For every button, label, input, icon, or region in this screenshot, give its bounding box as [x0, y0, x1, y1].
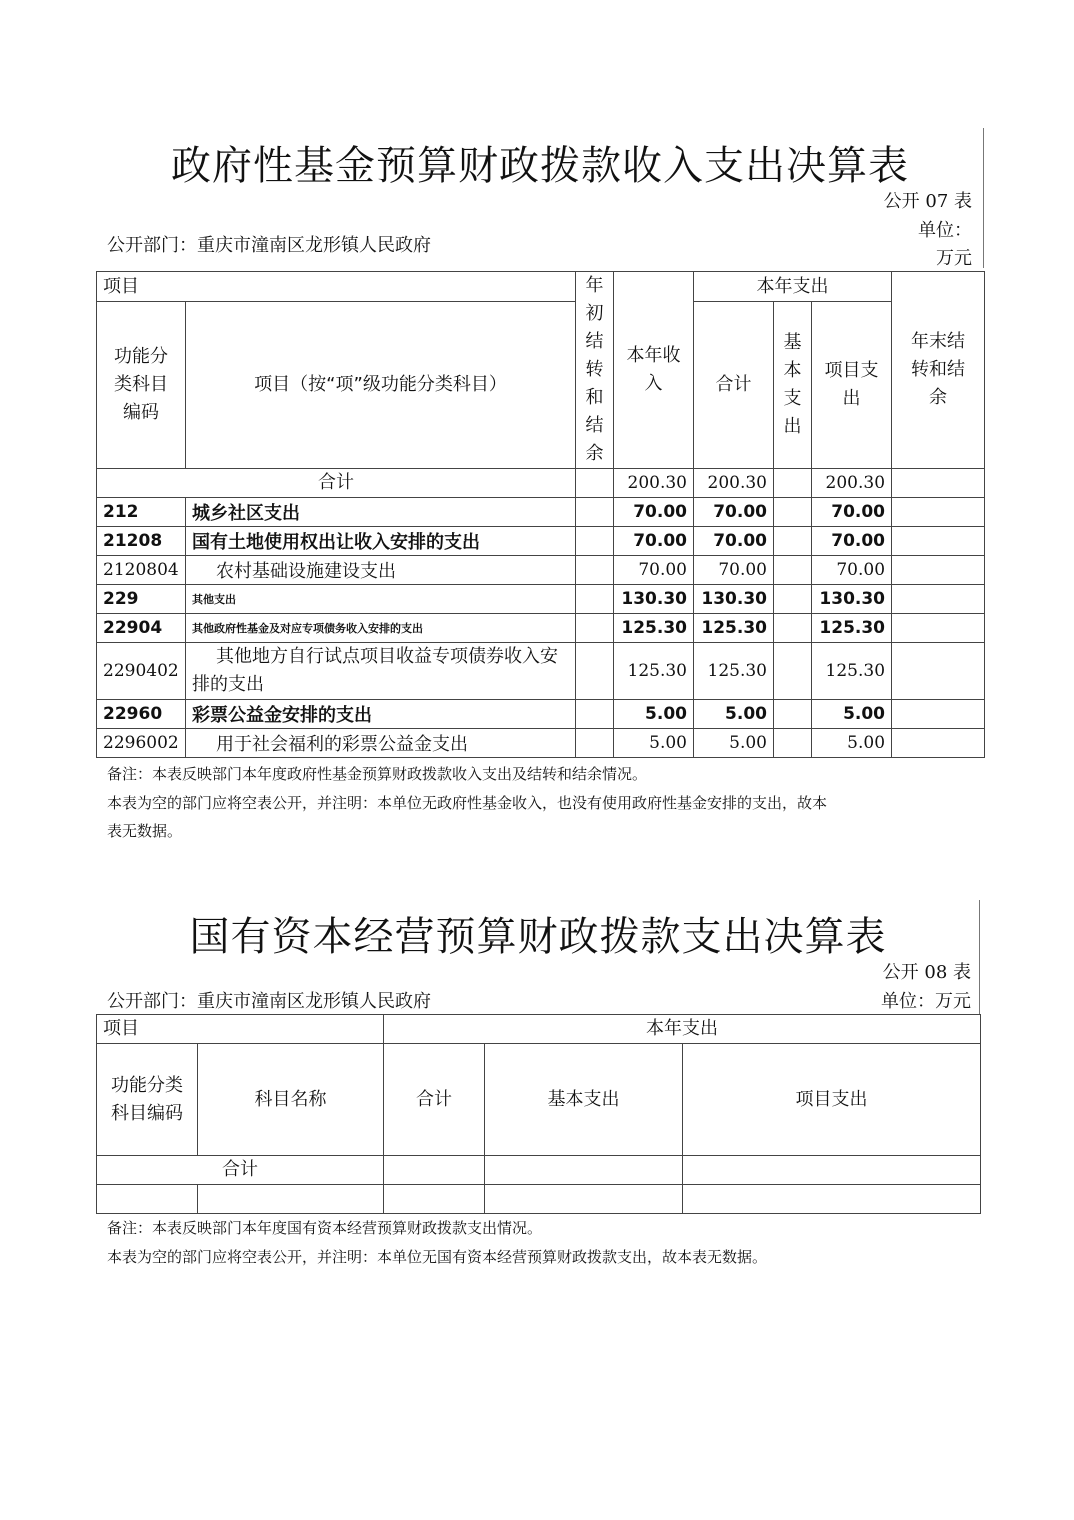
table07-unit-value: 万元: [936, 248, 972, 269]
row-total: 70.00: [694, 527, 774, 556]
table07-department: 公开部门：重庆市潼南区龙形镇人民政府: [107, 235, 431, 256]
header-project-expense: 项目支出: [683, 1044, 981, 1156]
table-row: [97, 498, 985, 527]
row-project: 70.00: [812, 498, 892, 527]
header-function-code: 功能分类科目编码: [97, 1044, 198, 1156]
row-code: 212: [97, 498, 186, 527]
header-current-income: 本年收入: [614, 272, 694, 469]
row-name: 农村基础设施建设支出: [186, 556, 576, 585]
row-code: 21208: [97, 527, 186, 556]
row-name: 其他地方自行试点项目收益专项债券收入安排的支出: [186, 643, 576, 700]
row-project: 5.00: [812, 700, 892, 729]
header-item: 项目: [97, 272, 576, 302]
header-function-code: 功能分类科目编码: [97, 302, 186, 469]
header-expense-total: 合计: [694, 302, 774, 469]
row-income: 70.00: [614, 498, 694, 527]
row-project: 125.30: [812, 643, 892, 700]
header-basic-expense: 基本支出: [485, 1044, 683, 1156]
header-current-expense: 本年支出: [384, 1015, 981, 1044]
row-total: 5.00: [694, 700, 774, 729]
table07-number: 公开 07 表: [883, 191, 972, 212]
table-row: [97, 1156, 981, 1185]
row-project: 70.00: [812, 527, 892, 556]
table-row: [97, 556, 985, 585]
table-row: [97, 1185, 981, 1214]
table08-note: 备注：本表反映部门本年度国有资本经营预算财政拨款支出情况。: [107, 1219, 543, 1237]
header-current-expense: 本年支出: [694, 272, 892, 302]
table07: [96, 271, 985, 758]
row-income: 125.30: [614, 614, 694, 643]
row-name: 其他政府性基金及对应专项债务收入安排的支出: [186, 614, 576, 643]
header-basic-expense: 基本支出: [774, 302, 812, 469]
header-item: 项目: [97, 1015, 384, 1044]
table-row: [97, 585, 985, 614]
row-total: 70.00: [694, 556, 774, 585]
row-income: 130.30: [614, 585, 694, 614]
row-name: 其他支出: [186, 585, 576, 614]
row-income: 125.30: [614, 643, 694, 700]
table08-unit: 单位：万元: [881, 991, 971, 1012]
row-total: 125.30: [694, 643, 774, 700]
table07-note-empty: 本表为空的部门应将空表公开，并注明：本单位无政府性基金收入，也没有使用政府性基金安排的支出，故本: [107, 794, 828, 812]
row-total: 125.30: [694, 614, 774, 643]
table07-title: 政府性基金预算财政拨款收入支出决算表: [171, 143, 909, 189]
row-code: 229: [97, 585, 186, 614]
table-row: [97, 614, 985, 643]
table08-department: 公开部门：重庆市潼南区龙形镇人民政府: [107, 991, 431, 1012]
header-closing-balance: 年末结转和结余: [892, 272, 985, 469]
row-income: 5.00: [614, 729, 694, 758]
table08: [96, 1014, 981, 1214]
table07-note-empty-cont: 表无数据。: [107, 822, 183, 840]
row-income: 70.00: [614, 556, 694, 585]
header-project-expense: 项目支出: [812, 302, 892, 469]
total-expense: 200.30: [694, 469, 774, 498]
row-total: 5.00: [694, 729, 774, 758]
total-label: 合计: [97, 469, 576, 498]
table08-title: 国有资本经营预算财政拨款支出决算表: [189, 914, 887, 960]
row-income: 70.00: [614, 527, 694, 556]
header-opening-balance: 年初结转和结余: [576, 272, 614, 469]
row-project: 5.00: [812, 729, 892, 758]
row-name: 国有土地使用权出让收入安排的支出: [186, 527, 576, 556]
row-project: 125.30: [812, 614, 892, 643]
row-code: 22960: [97, 700, 186, 729]
row-code: 2120804: [97, 556, 186, 585]
table-row: [97, 729, 985, 758]
table07-unit-label: 单位：: [918, 220, 972, 241]
table08-number: 公开 08 表: [882, 962, 971, 983]
table08-note-empty: 本表为空的部门应将空表公开，并注明：本单位无国有资本经营预算财政拨款支出，故本表无数据。: [107, 1248, 768, 1266]
row-total: 70.00: [694, 498, 774, 527]
header-expense-total: 合计: [384, 1044, 485, 1156]
total-income: 200.30: [614, 469, 694, 498]
total-label: 合计: [97, 1156, 384, 1185]
table-row: [97, 469, 985, 498]
row-name: 用于社会福利的彩票公益金支出: [186, 729, 576, 758]
total-project: 200.30: [812, 469, 892, 498]
row-project: 70.00: [812, 556, 892, 585]
row-project: 130.30: [812, 585, 892, 614]
table-row: [97, 527, 985, 556]
table-row: [97, 700, 985, 729]
row-code: 2296002: [97, 729, 186, 758]
table07-note: 备注：本表反映部门本年度政府性基金预算财政拨款收入支出及结转和结余情况。: [107, 765, 648, 783]
row-name: 彩票公益金安排的支出: [186, 700, 576, 729]
row-total: 130.30: [694, 585, 774, 614]
header-subject-name: 科目名称: [198, 1044, 384, 1156]
row-name: 城乡社区支出: [186, 498, 576, 527]
row-code: 22904: [97, 614, 186, 643]
row-code: 2290402: [97, 643, 186, 700]
row-income: 5.00: [614, 700, 694, 729]
header-item-name: 项目（按“项”级功能分类科目）: [186, 302, 576, 469]
table-row: [97, 643, 985, 700]
